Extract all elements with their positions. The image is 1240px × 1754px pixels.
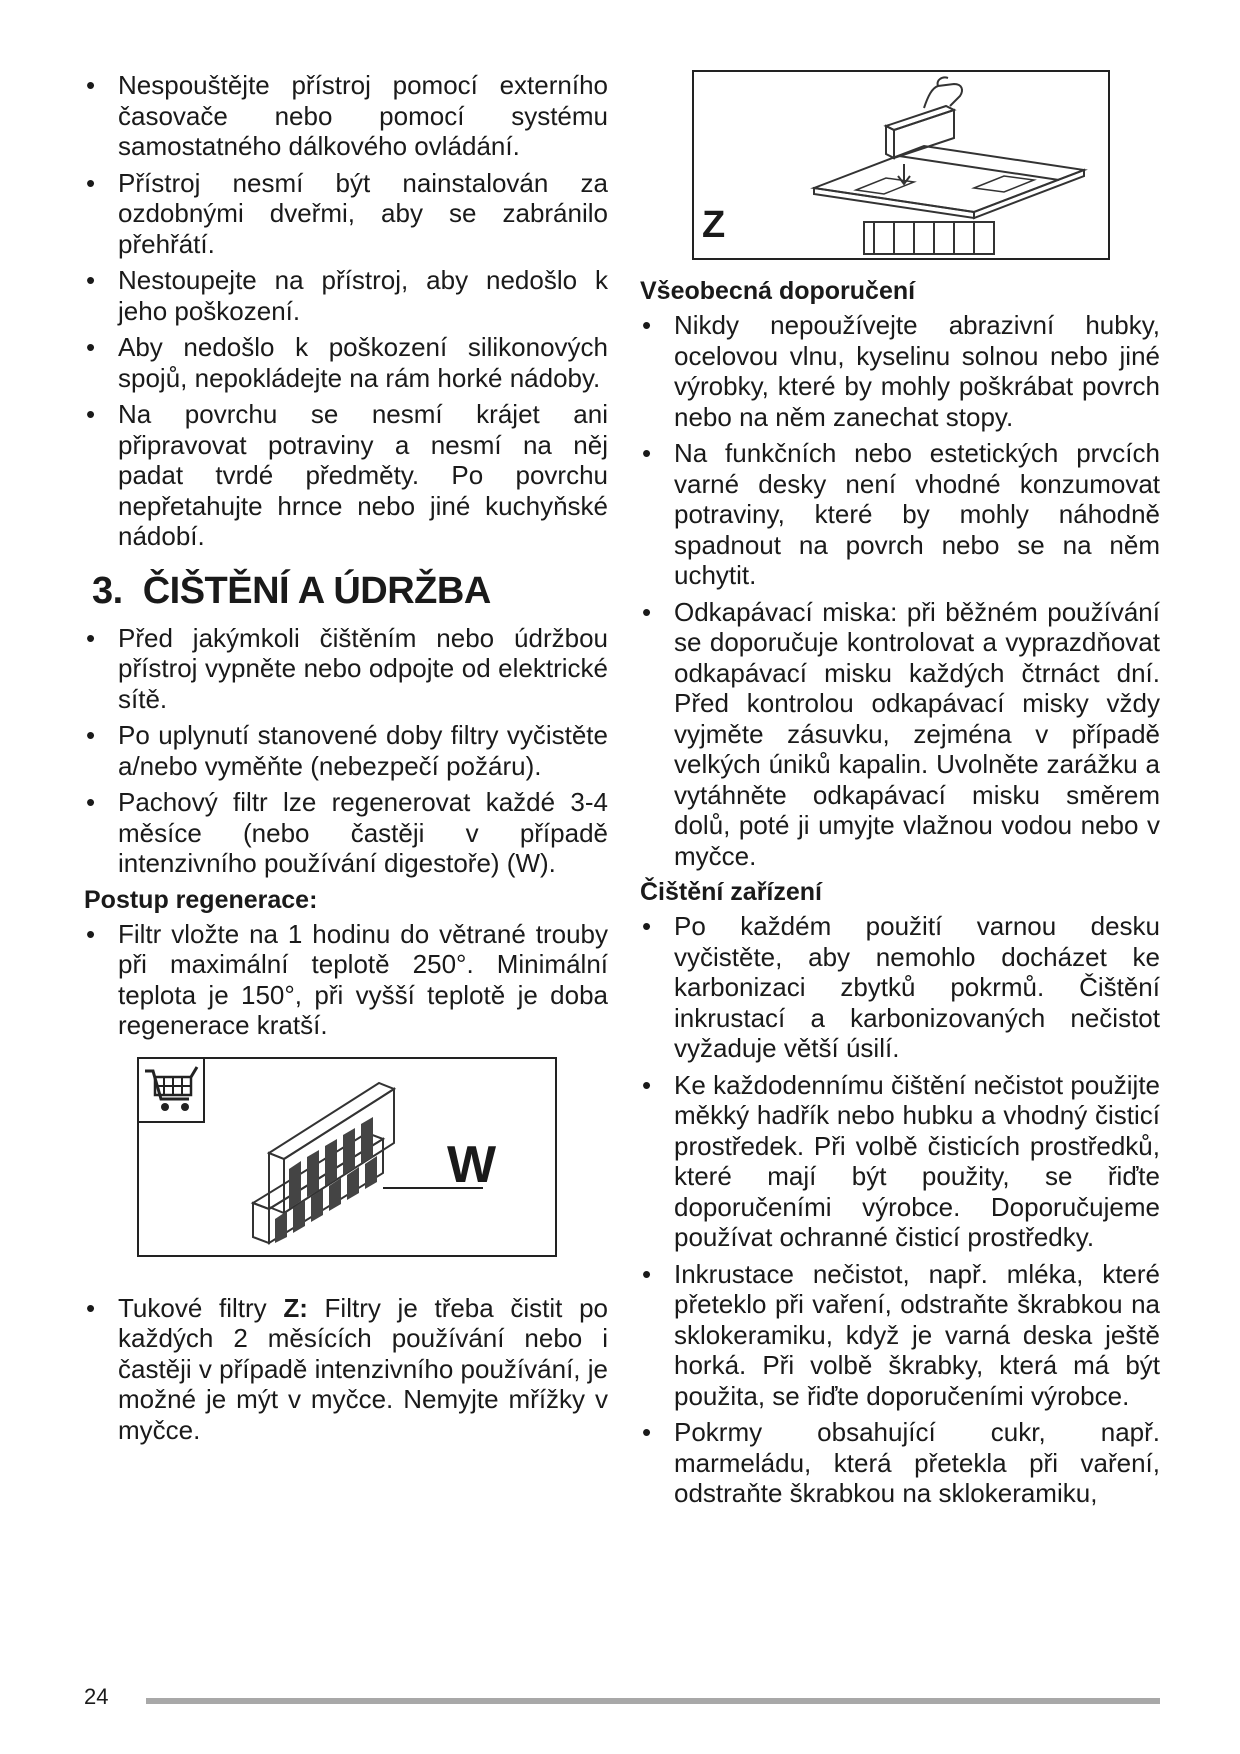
list-item: • Přístroj nesmí být nainstalován za ozdobnými dveřmi, aby se zabránilo přehřátí. — [84, 168, 608, 260]
charcoal-filter-drawing — [249, 1073, 409, 1249]
figure-z — [692, 70, 1110, 260]
section-title-text: ČIŠTĚNÍ A ÚDRŽBA — [142, 569, 491, 612]
appliance-cleaning-heading: Čištění zařízení — [640, 878, 822, 906]
list-item: • Aby nedošlo k poškození silikonových spojů, nepokládejte na rám horké nádoby. — [84, 332, 608, 393]
regeneration-bullet-list — [84, 919, 608, 1041]
left-column — [84, 70, 608, 1451]
section-title — [92, 570, 608, 613]
list-item: • Nestoupejte na přístroj, aby nedošlo k jeho poškození. — [84, 265, 608, 326]
footer-rule — [146, 1698, 1160, 1704]
list-item: • Nespouštějte přístroj pomocí externího časovače nebo pomocí systému samostatného dálkového ovládání. — [84, 70, 608, 162]
cart-icon — [139, 1059, 205, 1123]
grease-filter-list — [84, 1293, 608, 1446]
list-item: • Před jakýmkoli čištěním nebo údržbou přístroj vypněte nebo odpojte od elektrické sítě. — [84, 623, 608, 715]
list-item — [84, 1293, 608, 1446]
grease-filter-label: Tukové filtry — [118, 1292, 284, 1323]
list-item: • Na funkčních nebo estetických prvcích varné desky není vhodné konzumovat potraviny, které by mohly náhodně spadnout na povrch nebo se na něm uchytit. — [640, 438, 1160, 591]
list-item: • Inkrustace nečistot, např. mléka, které přeteklo při vaření, odstraňte škrabkou na sklokeramiku, když je varná deska ještě horká. Při volbě škrabky, která má být použita, se řiďte doporučeními výrobce. — [640, 1259, 1160, 1412]
figure-w-label: W — [447, 1135, 497, 1194]
general-recommendations-list — [640, 310, 1160, 871]
regeneration-heading: Postup regenerace: — [84, 885, 318, 914]
grease-filter-ref: Z: — [283, 1292, 308, 1323]
page-number: 24 — [84, 1684, 109, 1709]
list-item: • Odkapávací miska: při běžném používání se doporučuje kontrolovat a vyprazdňovat odkapávací misku každých čtrnáct dní. Před kontrolou odkapávací misky vždy vyjměte zásuvku, zejména v případě velkých úniků kapalin. Uvolněte zarážku a vytáhněte odkapávací misku směrem dolů, poté ji umyjte vlažnou vodou nebo v myčce. — [640, 597, 1160, 872]
list-item: • Po uplynutí stanovené doby filtry vyčistěte a/nebo vyměňte (nebezpečí požáru). — [84, 720, 608, 781]
list-item: • Pachový filtr lze regenerovat každé 3-4 měsíce (nebo častěji v případě intenzivního používání digestoře) (W). — [84, 787, 608, 879]
safety-bullet-list — [84, 70, 608, 552]
right-column — [640, 70, 1160, 1515]
appliance-cleaning-list — [640, 911, 1160, 1509]
figure-z-label: Z — [702, 204, 726, 246]
list-item: • Nikdy nepoužívejte abrazivní hubky, ocelovou vlnu, kyselinu solnou nebo jiné výrobky, které by mohly poškrábat povrch nebo na něm zanechat stopy. — [640, 310, 1160, 432]
hob-filter-drawing — [804, 76, 1094, 256]
cleaning-bullet-list — [84, 623, 608, 879]
list-item: • Ke každodennímu čištění nečistot použijte měkký hadřík nebo hubku a vhodný čisticí prostředek. Při volbě čisticích prostředků, které mají být použity, se řiďte doporučeními výrobce. Doporučujeme používat ochranné čisticí prostředky. — [640, 1070, 1160, 1253]
list-item: • Po každém použití varnou desku vyčistěte, aby nemohlo docházet ke karbonizaci zbytků pokrmů. Čištění inkrustací a karbonizovaných nečistot vyžaduje větší úsilí. — [640, 911, 1160, 1064]
list-item: • Na povrchu se nesmí krájet ani připravovat potraviny a nesmí na něj padat tvrdé předměty. Po povrchu nepřetahujte hrnce nebo jiné kuchyňské nádobí. — [84, 399, 608, 552]
grease-filter-text: Filtry je třeba čistit po každých 2 měsících používání nebo i častěji v případě intenzivního používání, je možné je mýt v myčce. Nemyjte mřížky v myčce. — [118, 1292, 609, 1445]
section-number: 3. — [92, 569, 123, 612]
general-recommendations-heading: Všeobecná doporučení — [640, 277, 916, 305]
figure-w — [137, 1057, 557, 1257]
list-item: • Filtr vložte na 1 hodinu do větrané trouby při maximální teplotě 250°. Minimální teplota je 150°, při vyšší teplotě je doba regenerace kratší. — [84, 919, 608, 1041]
list-item: • Pokrmy obsahující cukr, např. marmeládu, která přetekla při vaření, odstraňte škrabkou na sklokeramiku, — [640, 1417, 1160, 1509]
